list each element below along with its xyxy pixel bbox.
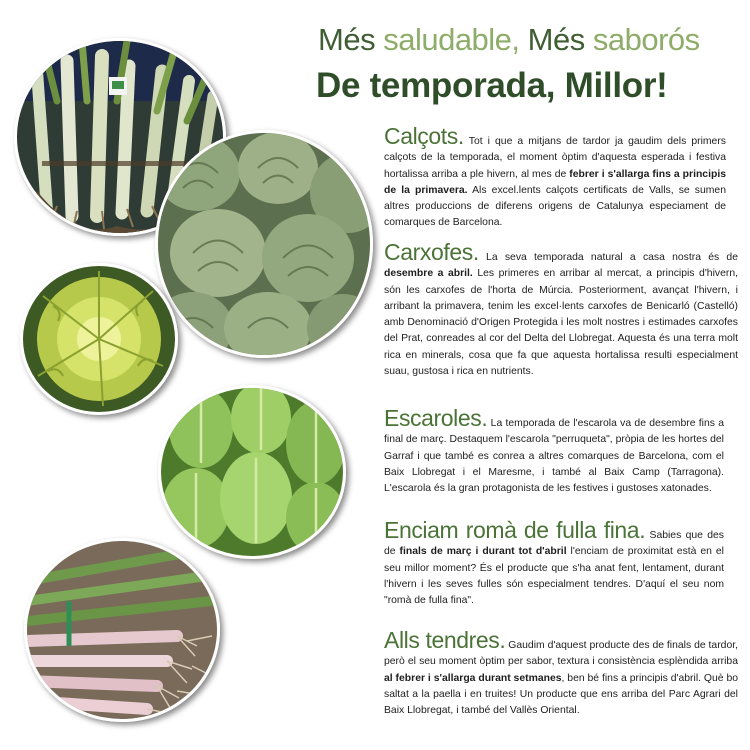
enciam-highlight: finals de març i durant tot d'abril — [399, 546, 567, 558]
calcots-highlight: febrer i s'allarga fins a principis de la primavera. — [384, 168, 726, 196]
artichokes-photo — [155, 130, 373, 358]
headline-part-1: Més — [318, 22, 376, 57]
section-title-alls: Alls tendres. — [384, 627, 506, 653]
alls-highlight: al febrer i s'allarga durant setmanes — [384, 672, 562, 684]
section-title-carxofes: Carxofes. — [384, 239, 479, 265]
enciam-text-1: Sabies que des de — [384, 530, 724, 558]
section-carxofes — [384, 239, 738, 380]
calcots-text-2: Als excel.lents calçots certificats de Valls, se sumen altres produccions de diferens origens de Catalunya especiament de comarques de Barcelona. — [384, 184, 726, 229]
headline-top — [318, 22, 738, 58]
calcots-text-1: Tot i que a mitjans de tardor ja gaudim dels primers calçots de la temporada, el moment òptim d'aquesta esperada i festiva hortalissa arriba a ple hivern, al mes de — [384, 136, 726, 180]
section-alls-tendres — [384, 627, 739, 719]
alls-text-1: Gaudim d'aquest producte des de finals de tardor, però el seu moment òptim per sabor, textura i consistència esplèndida arriba — [384, 640, 738, 668]
headline-main: De temporada, Millor! — [316, 66, 668, 105]
section-title-calcots: Calçots. — [384, 123, 464, 149]
romaine-lettuce-photo — [158, 385, 346, 559]
section-calcots — [384, 123, 726, 232]
enciam-text-2: l'enciam de proximitat està en el seu millor moment? És el producte que s'ha anat fent, lentament, durant l'hivern i les seves fulles són especialment tendres. D'aquí el seu nom "romà de fulla fina". — [384, 546, 724, 607]
section-title-escaroles: Escaroles. — [384, 405, 488, 431]
escarole-photo — [20, 263, 178, 415]
headline-part-4: saborós — [592, 22, 700, 57]
section-escaroles — [384, 405, 724, 497]
headline-part-2: saludable, — [383, 22, 520, 57]
carxofes-highlight: desembre a abril. — [384, 268, 473, 280]
headline-part-3: Més — [527, 22, 585, 57]
section-enciam — [384, 517, 724, 609]
green-garlic-photo — [24, 538, 220, 722]
section-title-enciam: Enciam romà de fulla fina. — [384, 517, 646, 543]
carxofes-text-2: Les primeres en arribar al mercat, a principis d'hivern, són les carxofes de l'horta de Múrcia. Posteriorment, avançat l'hivern, i arribant la primavera, tenim les excel·lents carxofes de Benicarló (Castelló) amb Denominació d'Origen Protegida i les molt nostres i estimades carxofes del Prat, conreades al cor del Delta del Llobregat. Aquesta és una terra molt rica en minerals, cosa que fa que aquesta hortalissa resulti especialment suau, gustosa i rica en nutrients. — [384, 268, 738, 378]
carxofes-text-1: La seva temporada natural a casa nostra és de — [478, 252, 738, 263]
escaroles-text-1: La temporada de l'escarola va de desembre fins a final de març. Destaquem l'escarola "perruqueta", pròpia de les hortes del Garraf i que també es conrea a altres comarques de Barcelona, com el Baix Llobregat i el Maresme, i també al Baix Camp (Tarragona). L'escarola és la gran protagonista de les festives i gustoses xatonades. — [384, 418, 724, 495]
alls-text-2: , ben bé fins a principis d'abril. Què bo saltat a la paella i en truites! Un producte que ens arriba del Parc Agrari del Baix Llobregat, i també del Vallès Oriental. — [384, 672, 739, 717]
